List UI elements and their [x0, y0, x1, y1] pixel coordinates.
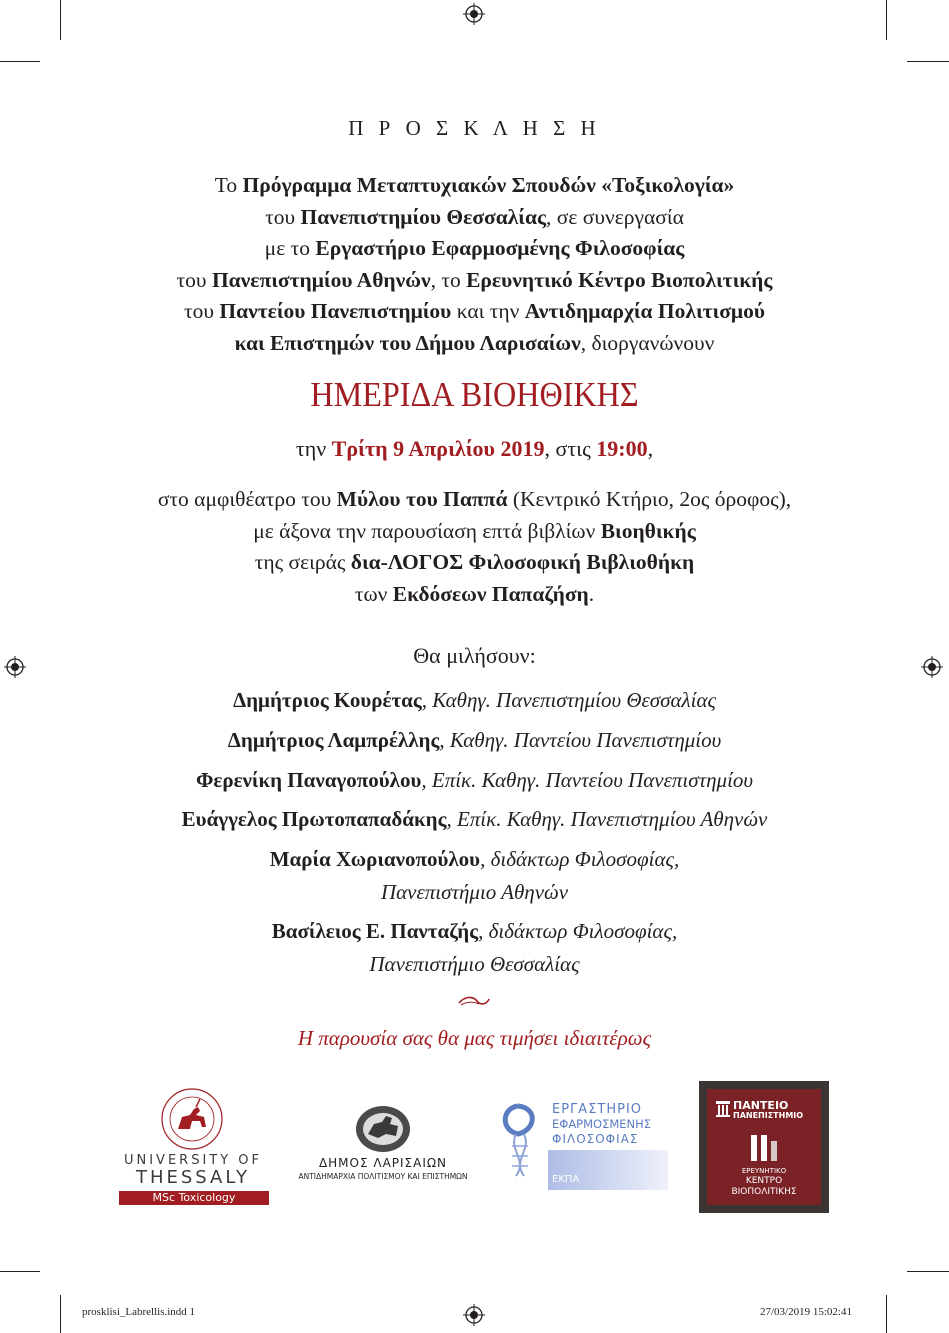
center-name: Ερευνητικό Κέντρο Βιοπολιτικής	[466, 267, 773, 292]
speaker-role: , Επίκ. Καθηγ. Παντείου Πανεπιστημίου	[421, 768, 754, 792]
speaker-entry	[0, 764, 949, 797]
text: .	[588, 581, 595, 606]
speaker-affiliation: Πανεπιστήμιο Αθηνών	[380, 880, 569, 904]
text: με το	[264, 236, 316, 260]
intro-paragraph	[0, 170, 949, 359]
lab-applied-philosophy-logo	[498, 1100, 672, 1192]
flourish-ornament-icon	[457, 994, 491, 1008]
university-name: Παντείου Πανεπιστημίου	[219, 299, 452, 323]
event-title: ΗΜΕΡΙΔΑ ΒΙΟΗΘΙΚΗΣ	[310, 375, 639, 414]
venue-line	[0, 484, 949, 516]
text: του	[184, 299, 220, 323]
speaker-name: Βασίλειος Ε. Πανταζής	[271, 919, 479, 943]
text: Το	[214, 173, 243, 197]
logo-line: ΕΡΓΑΣΤΗΡΙΟ	[552, 1102, 643, 1117]
speaker-entry	[0, 724, 949, 757]
speaker-entry	[0, 684, 949, 717]
speaker-name: Δημήτριος Κουρέτας	[232, 688, 422, 712]
panteion-biopolitics-logo	[699, 1081, 829, 1213]
lab-name: Εργαστήριο Εφαρμοσμένης Φιλοσοφίας	[315, 236, 685, 260]
coin-emblem-icon	[352, 1104, 414, 1154]
text: , σε συνεργασία	[546, 204, 684, 229]
university-name: Πανεπιστημίου Αθηνών	[211, 267, 431, 292]
text: , το	[430, 267, 467, 292]
crop-mark	[886, 0, 887, 40]
speaker-role: , διδάκτωρ Φιλοσοφίας,	[480, 847, 680, 871]
dimos-larisaion-logo	[290, 1104, 476, 1186]
venue-line	[0, 547, 949, 579]
university-name: Πανεπιστημίου Θεσσαλίας	[300, 204, 547, 229]
topic: Βιοηθικής	[600, 518, 696, 543]
slug-timestamp: 27/03/2019 15:02:41	[760, 1306, 852, 1318]
intro-line	[0, 233, 949, 265]
crop-mark	[60, 1295, 61, 1333]
text: , διοργανώνουν	[580, 330, 715, 355]
phi-dna-icon	[498, 1100, 548, 1192]
text: με άξονα την παρουσίαση επτά βιβλίων	[253, 518, 601, 543]
speaker-role: , Καθηγ. Παντείου Πανεπιστημίου	[439, 728, 722, 752]
logo-line: ΠΑΝΕΠΙΣΤΗΜΙΟ	[733, 1111, 804, 1120]
crop-mark	[907, 1271, 949, 1272]
speaker-affiliation: Πανεπιστήμιο Θεσσαλίας	[369, 952, 580, 976]
logo-band: MSc Toxicology	[119, 1191, 269, 1205]
venue-paragraph	[0, 484, 949, 610]
logo-line: ΔΗΜΟΣ ΛΑΡΙΣΑΙΩΝ	[318, 1156, 448, 1170]
intro-line	[0, 202, 949, 234]
program-name: Πρόγραμμα Μεταπτυχιακών Σπουδών «Τοξικολογία»	[242, 173, 735, 197]
speaker-role: , διδάκτωρ Φιλοσοφίας,	[478, 919, 678, 943]
speaker-entry	[0, 843, 949, 909]
speakers-heading: Θα μιλήσουν:	[413, 643, 536, 668]
crop-mark	[0, 61, 40, 62]
text: της σειράς	[254, 550, 351, 574]
text: ,	[647, 436, 654, 461]
speaker-line	[0, 915, 949, 948]
venue-line	[0, 579, 949, 611]
eleven-pillars-icon	[747, 1133, 781, 1161]
intro-line	[0, 328, 949, 360]
speaker-name: Δημήτριος Λαμπρέλλης	[227, 728, 440, 752]
column-icon	[716, 1101, 730, 1117]
slug-filename: prosklisi_Labrellis.indd 1	[82, 1306, 196, 1318]
text: (Κεντρικό Κτήριο, 2ος όροφος),	[507, 487, 792, 511]
text: και την	[451, 299, 525, 323]
crop-mark	[60, 0, 61, 40]
text: των	[354, 581, 393, 606]
logo-tag: ΕΚΠΑ	[552, 1174, 580, 1185]
speaker-name: Φερενίκη Παναγοπούλου	[195, 768, 422, 792]
logo-line: THESSALY	[135, 1167, 251, 1188]
logo-line: UNIVERSITY OF	[123, 1153, 263, 1168]
text: στο αμφιθέατρο του	[157, 487, 337, 511]
text: την	[295, 436, 332, 461]
speaker-name: Μαρία Χωριανοπούλου	[269, 847, 481, 871]
office-name: και Επιστημών του Δήμου Λαρισαίων	[234, 330, 581, 355]
crop-mark	[907, 61, 949, 62]
office-name: Αντιδημαρχία Πολιτισμού	[524, 299, 765, 323]
university-of-thessaly-logo	[115, 1087, 271, 1207]
crop-mark	[886, 1295, 887, 1333]
page-title: Π Ρ Ο Σ Κ Λ Η Σ Η	[348, 116, 601, 140]
speaker-line	[0, 843, 949, 876]
speaker-line	[0, 948, 949, 981]
closing-line: Η παρουσία σας θα μας τιμήσει ιδιαιτέρως	[297, 1026, 652, 1050]
speaker-role: , Επίκ. Καθηγ. Πανεπιστημίου Αθηνών	[446, 807, 768, 831]
logo-line: ΠΑΝΤΕΙΟ	[733, 1099, 789, 1112]
time: 19:00	[596, 436, 648, 461]
speaker-role: , Καθηγ. Πανεπιστημίου Θεσσαλίας	[421, 688, 717, 712]
venue-name: Μύλου του Παππά	[336, 487, 508, 511]
university-seal-icon	[156, 1087, 228, 1151]
event-date	[0, 436, 949, 462]
speaker-line	[0, 876, 949, 909]
logo-line: ΑΝΤΙΔΗΜΑΡΧΙΑ ΠΟΛΙΤΙΣΜΟΥ ΚΑΙ ΕΠΙΣΤΗΜΩΝ	[298, 1172, 468, 1181]
registration-mark-icon	[463, 3, 485, 25]
text: , στις	[544, 436, 597, 461]
logo-line: ΕΡΕΥΝΗΤΙΚΟ	[741, 1167, 787, 1175]
speaker-entry	[0, 803, 949, 836]
registration-mark-icon	[463, 1304, 485, 1326]
publisher-name: Εκδόσεων Παπαζήση	[392, 581, 589, 606]
logo-line: ΦΙΛΟΣΟΦΙΑΣ	[552, 1132, 639, 1146]
logo-panel	[707, 1089, 821, 1205]
logo-line: ΕΦΑΡΜΟΣΜΕΝΗΣ	[552, 1117, 652, 1131]
crop-mark	[0, 1271, 40, 1272]
logo-line: ΚΕΝΤΡΟ	[745, 1176, 783, 1186]
speaker-entry	[0, 915, 949, 981]
speaker-name: Ευάγγελος Πρωτοπαπαδάκης	[181, 807, 447, 831]
intro-line	[0, 265, 949, 297]
text: του	[265, 204, 301, 229]
text: του	[176, 267, 212, 292]
intro-line	[0, 296, 949, 328]
logo-line: ΒΙΟΠΟΛΙΤΙΚΗΣ	[731, 1187, 797, 1197]
intro-line	[0, 170, 949, 202]
series-name: δια-ΛΟΓΟΣ Φιλοσοφική Βιβλιοθήκη	[350, 550, 695, 574]
venue-line	[0, 516, 949, 548]
date: Τρίτη 9 Απριλίου 2019	[331, 436, 545, 461]
